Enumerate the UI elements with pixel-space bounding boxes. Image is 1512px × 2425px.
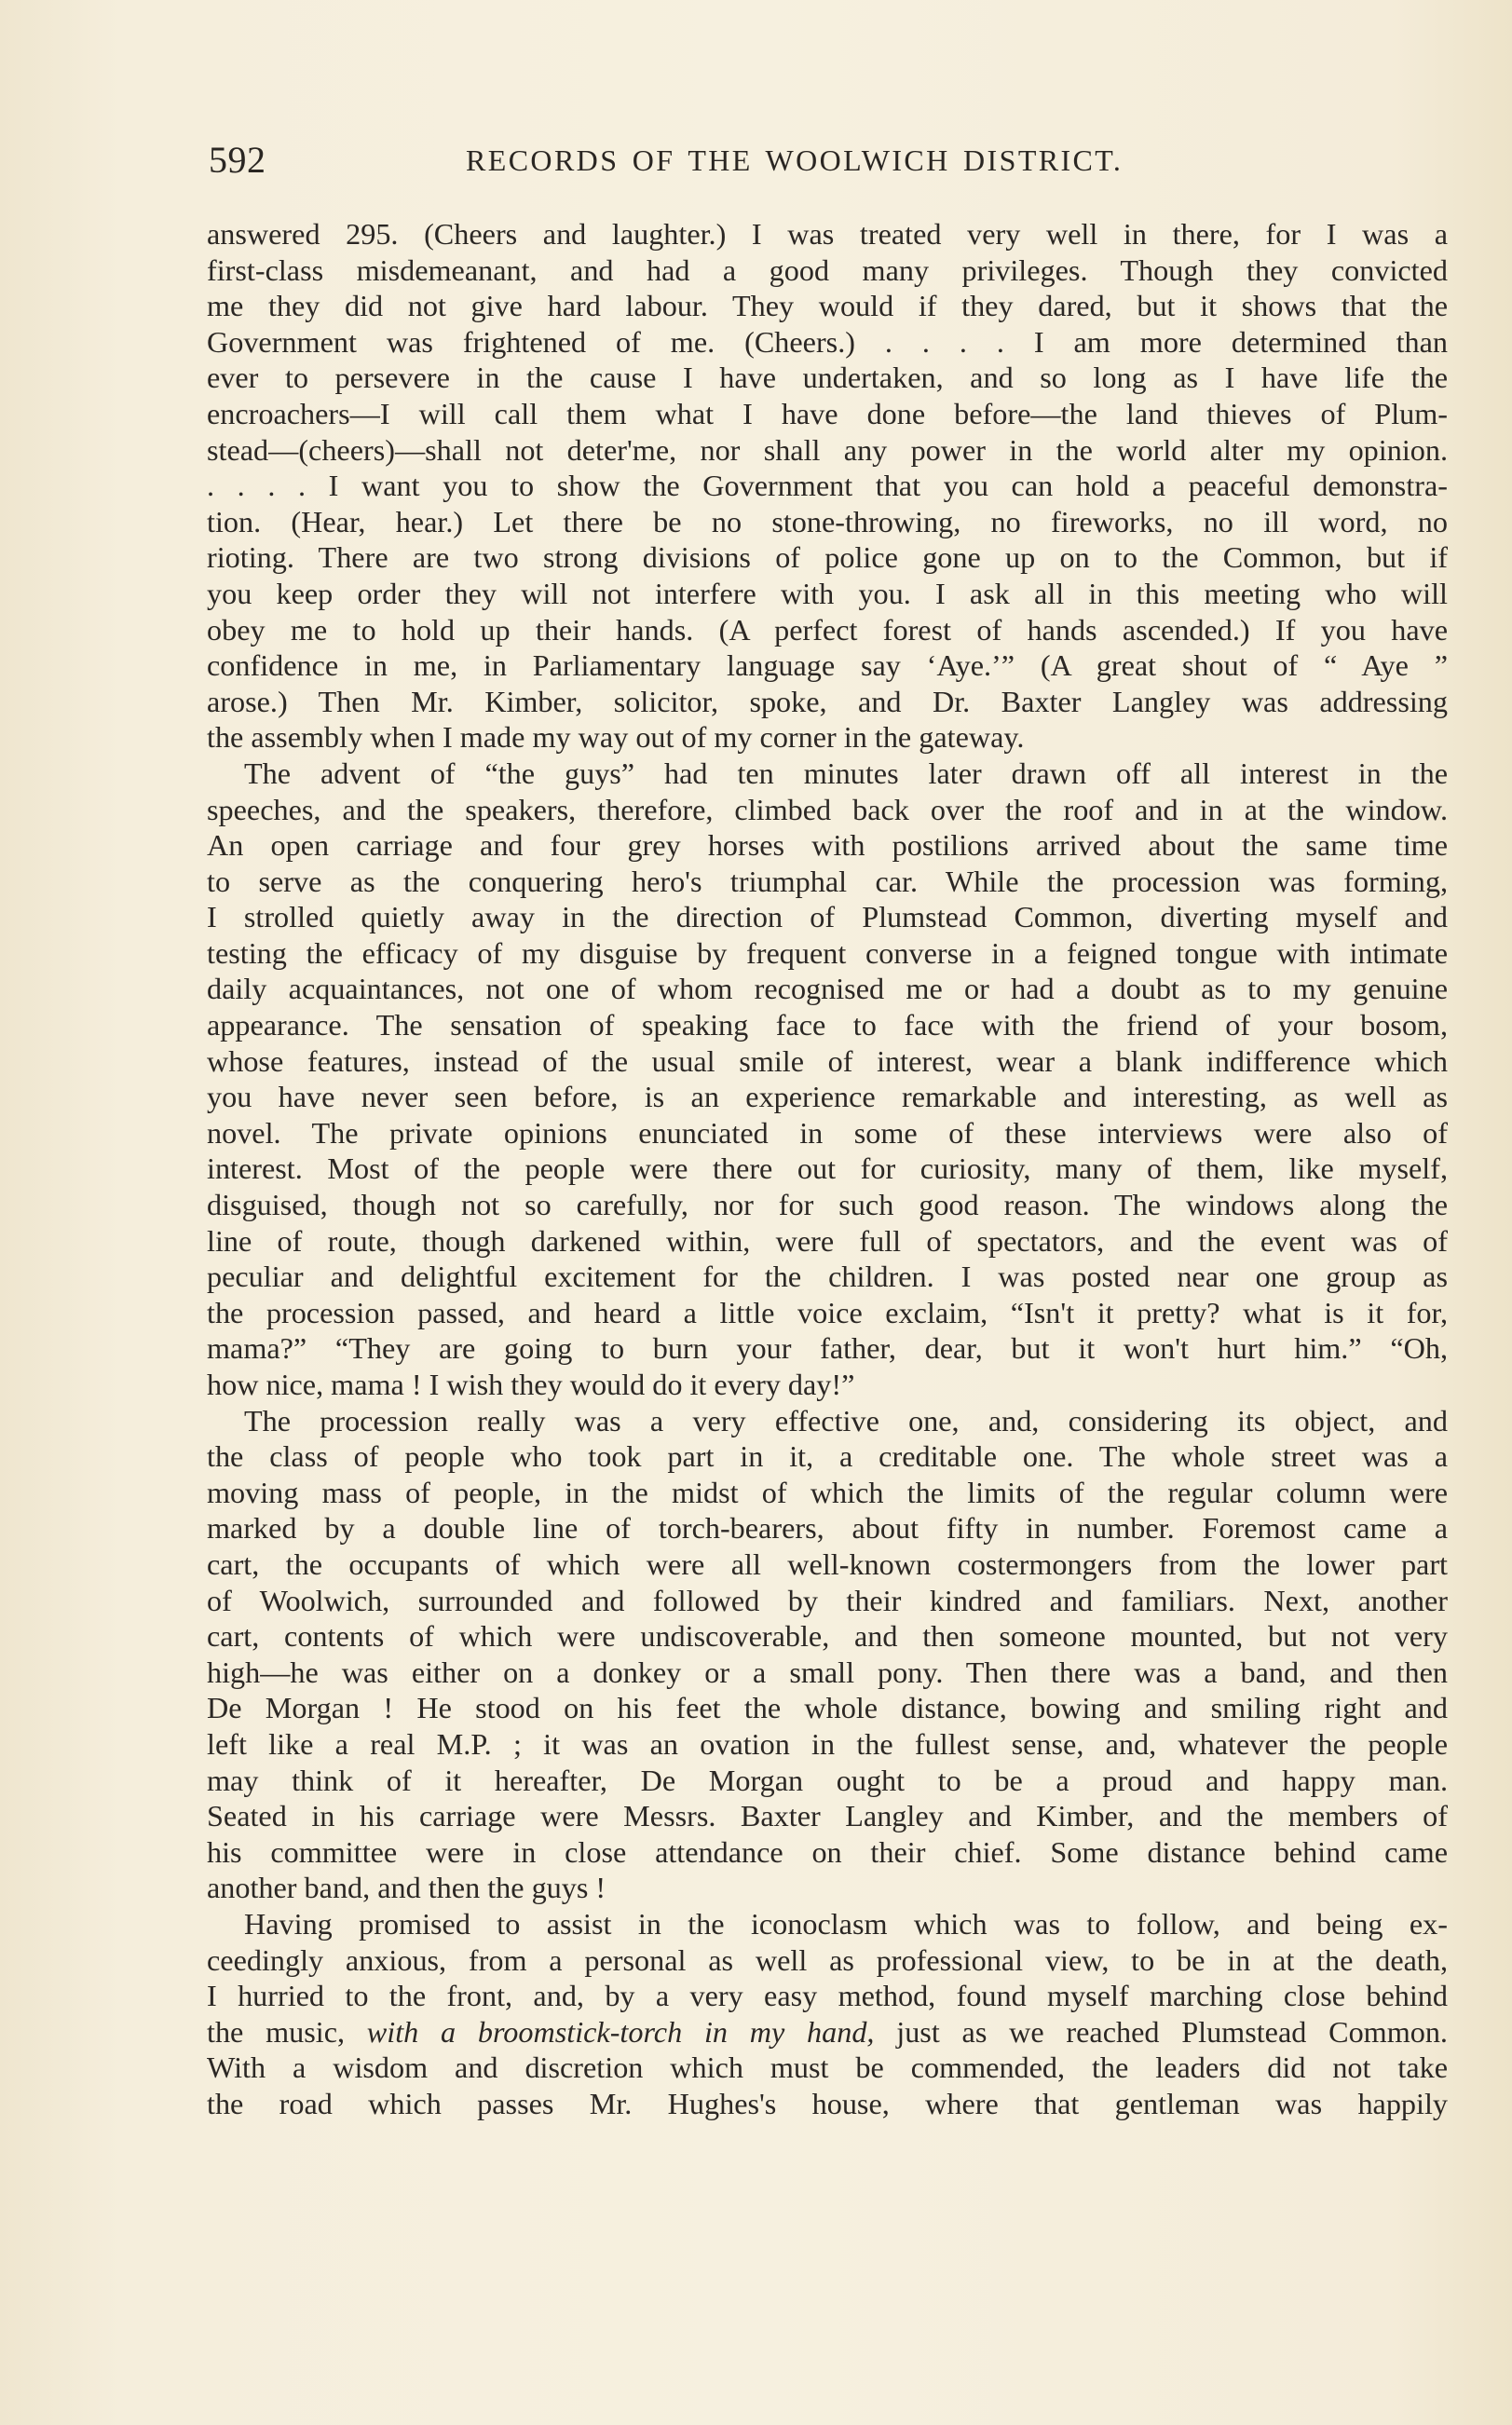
text-line: the assembly when I made my way out of my corner in the gateway. [207, 720, 1025, 755]
text-line: whose features, instead of the usual smile of interest, wear a blank indifference which [207, 1043, 1448, 1078]
text-line: De Morgan ! He stood on his feet the whole distance, bowing and smiling right and [207, 1691, 1448, 1725]
text-line: ever to persevere in the cause I have undertaken, and so long as I have life the [207, 361, 1448, 395]
text-line: first-class misdemeanant, and had a good many privileges. Though they convicted [207, 252, 1448, 287]
text-line: testing the efficacy of my disguise by frequent converse in a feigned tongue with intimate [207, 935, 1448, 970]
text-line [207, 2014, 1448, 2050]
text-line: I hurried to the front, and, by a very easy method, found myself marching close behind [207, 1979, 1448, 2013]
text-line: Seated in his carriage were Messrs. Baxter Langley and Kimber, and the members of [207, 1799, 1448, 1833]
text-line: appearance. The sensation of speaking face to face with the friend of your bosom, [207, 1008, 1448, 1042]
text-line: cart, contents of which were undiscoverable, and then someone mounted, but not very [207, 1619, 1448, 1654]
text-line: of Woolwich, surrounded and followed by their kindred and familiars. Next, another [207, 1583, 1448, 1617]
text-line: marked by a double line of torch-bearers, about fifty in number. Foremost came a [207, 1511, 1448, 1546]
text-line: arose.) Then Mr. Kimber, solicitor, spoke, and Dr. Baxter Langley was addressing [207, 684, 1448, 718]
text-line: tion. (Hear, hear.) Let there be no stone-throwing, no fireworks, no ill word, no [207, 504, 1448, 538]
text-line: confidence in me, in Parliamentary language say ‘Aye.’” (A great shout of “ Aye ” [207, 648, 1448, 683]
text-line: line of route, though darkened within, were full of spectators, and the event was of [207, 1223, 1448, 1258]
text-line: you have never seen before, is an experience remarkable and interesting, as well as [207, 1080, 1448, 1114]
text-segment: just as we reached Plumstead Common. [874, 2014, 1448, 2049]
text-line: moving mass of people, in the midst of which the limits of the regular column were [207, 1475, 1448, 1509]
text-line: answered 295. (Cheers and laughter.) I was treated very well in there, for I was a [207, 217, 1448, 251]
text-line: how nice, mama ! I wish they would do it every day!” [207, 1368, 855, 1401]
text-line: With a wisdom and discretion which must be commended, the leaders did not take [207, 2050, 1448, 2085]
text-line: . . . . I want you to show the Government that you can hold a peaceful demonstra- [207, 469, 1448, 503]
text-line: may think of it hereafter, De Morgan ought to be a proud and happy man. [207, 1763, 1448, 1797]
text-line: ceedingly anxious, from a personal as well as professional view, to be in at the death, [207, 1942, 1448, 1977]
text-line: stead—(cheers)—shall not deter'me, nor shall any power in the world alter my opinion. [207, 432, 1448, 467]
text-line: rioting. There are two strong divisions of police gone up on to the Common, but if [207, 540, 1448, 575]
page-number: 592 [209, 139, 266, 181]
text-line: high—he was either on a donkey or a small pony. Then there was a band, and then [207, 1655, 1448, 1689]
text-line: to serve as the conquering hero's triumphal car. While the procession was forming, [207, 864, 1448, 898]
text-line: daily acquaintances, not one of whom recognised me or had a doubt as to my genuine [207, 972, 1448, 1006]
text-line: his committee were in close attendance on their chief. Some distance behind came [207, 1834, 1448, 1869]
text-line: another band, and then the guys ! [207, 1871, 606, 1905]
page-header [209, 138, 1438, 184]
text-line: encroachers—I will call them what I have done before—the land thieves of Plum- [207, 396, 1448, 430]
body-text [207, 216, 1448, 2121]
text-line: disguised, though not so carefully, nor for such good reason. The windows along the [207, 1188, 1448, 1222]
text-line: I strolled quietly away in the direction of Plumstead Common, diverting myself and [207, 900, 1448, 934]
text-line: The advent of “the guys” had ten minutes later drawn off all interest in the [244, 756, 1448, 790]
text-segment: the music, [207, 2014, 367, 2049]
text-line: peculiar and delightful excitement for the children. I was posted near one group as [207, 1260, 1448, 1294]
text-line: An open carriage and four grey horses with postilions arrived about the same time [207, 828, 1448, 863]
text-line: The procession really was a very effective one, and, considering its object, and [244, 1403, 1448, 1437]
text-line: Having promised to assist in the iconoclasm which was to follow, and being ex- [244, 1906, 1448, 1941]
text-line: the procession passed, and heard a little voice exclaim, “Isn't it pretty? what is it for, [207, 1295, 1448, 1329]
text-line: interest. Most of the people were there out for curiosity, many of them, like myself, [207, 1151, 1448, 1186]
text-line: cart, the occupants of which were all well-known costermongers from the lower part [207, 1546, 1448, 1581]
text-line: the class of people who took part in it, a creditable one. The whole street was a [207, 1439, 1448, 1474]
text-line: me they did not give hard labour. They would if they dared, but it shows that the [207, 289, 1448, 323]
text-line: speeches, and the speakers, therefore, climbed back over the roof and in at the window. [207, 792, 1448, 826]
text-line: the road which passes Mr. Hughes's house, where that gentleman was happily [207, 2086, 1448, 2120]
running-head: RECORDS OF THE WOOLWICH DISTRICT. [466, 143, 1124, 177]
text-line: obey me to hold up their hands. (A perfect forest of hands ascended.) If you have [207, 612, 1448, 647]
text-line: you keep order they will not interfere with you. I ask all in this meeting who will [207, 576, 1448, 610]
text-line: Government was frightened of me. (Cheers.) . . . . I am more determined than [207, 324, 1448, 359]
text-line: mama?” “They are going to burn your father, dear, but it won't hurt him.” “Oh, [207, 1331, 1448, 1366]
text-line: novel. The private opinions enunciated in some of these interviews were also of [207, 1115, 1448, 1150]
text-line: left like a real M.P. ; it was an ovation in the fullest sense, and, whatever the people [207, 1726, 1448, 1761]
italic-text-segment: with a broomstick-torch in my hand, [366, 2014, 875, 2049]
